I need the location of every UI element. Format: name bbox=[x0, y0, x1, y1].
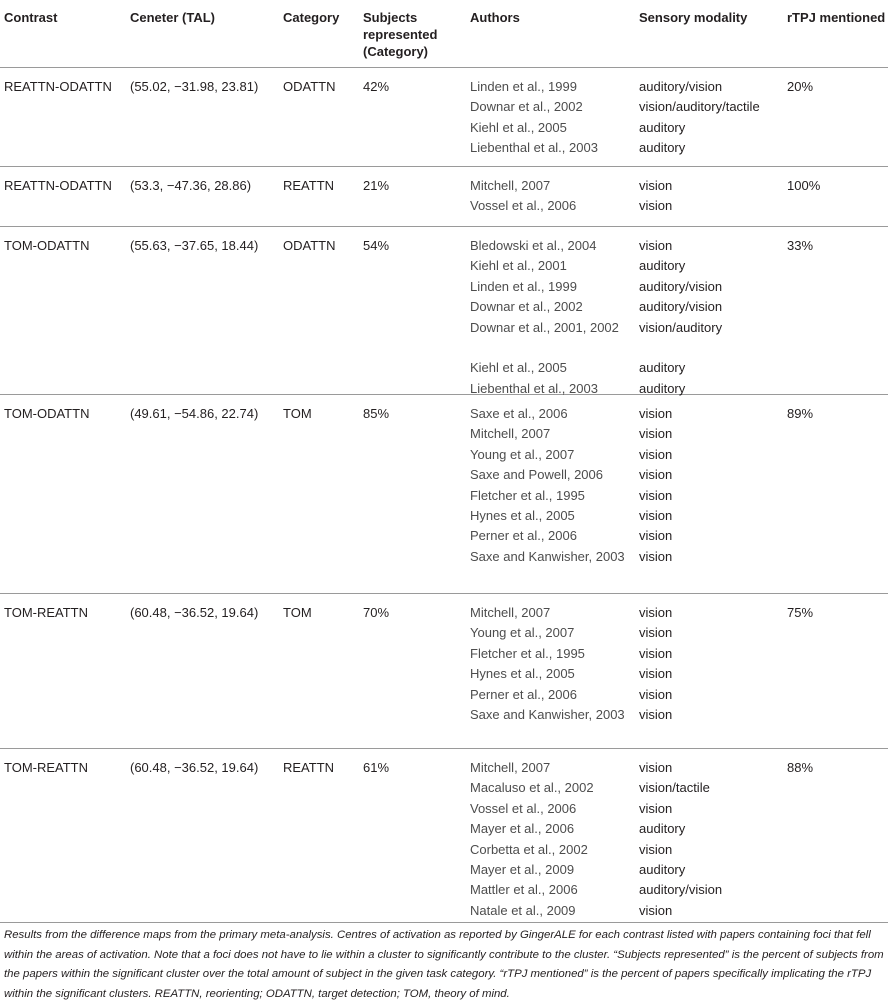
modality-entry: vision bbox=[639, 426, 673, 442]
author-entry: Kiehl et al., 2005 bbox=[470, 360, 567, 376]
cell-authors bbox=[470, 758, 630, 921]
author-entry: Liebenthal et al., 2003 bbox=[470, 380, 598, 396]
modality-entry: vision bbox=[639, 686, 673, 702]
modality-entry: auditory/vision bbox=[639, 299, 723, 315]
author-entry: Perner et al., 2006 bbox=[470, 686, 577, 702]
cell-subjects: 42% bbox=[363, 79, 390, 94]
table-caption: Results from the difference maps from the primary meta-analysis. Centres of activation as reported by GingerALE for each contrast listed with papers containing foci that fell within the areas of activation. Note that a foci does not have to lie within a cluster to significantly contribute to the cluster. “Subjects represented” is the percent of subjects from the papers within the significant cluster over the total amount of subject in the given task category. “rTPJ mentioned” is the percent of papers specifically implicating the rTPJ within the significant clusters. REATTN, reorienting; ODATTN, target detection; TOM, theory of mind. bbox=[4, 929, 884, 1000]
header-category: Category bbox=[283, 10, 340, 25]
author-entry: Corbetta et al., 2002 bbox=[470, 841, 588, 857]
cell-rtpj: 100% bbox=[787, 178, 821, 193]
author-entry: Mayer et al., 2009 bbox=[470, 861, 575, 877]
modality-entry: vision bbox=[639, 487, 673, 503]
header-center: Ceneter (TAL) bbox=[130, 10, 215, 25]
cell-contrast: REATTN-ODATTN bbox=[4, 79, 112, 94]
cell-center: (55.02, −31.98, 23.81) bbox=[130, 79, 259, 94]
table-row-group bbox=[0, 748, 888, 923]
header-modality: Sensory modality bbox=[639, 10, 748, 25]
modality-entry: vision bbox=[639, 238, 673, 253]
cell-subjects: 54% bbox=[363, 238, 390, 253]
modality-entry: auditory bbox=[639, 861, 686, 877]
modality-entry: auditory/vision bbox=[639, 882, 723, 898]
author-entry: Bledowski et al., 2004 bbox=[470, 238, 597, 253]
modality-entry: vision bbox=[639, 548, 673, 564]
header-subjects: Subjects represented (Category) bbox=[363, 10, 438, 59]
author-entry: Young et al., 2007 bbox=[470, 446, 575, 462]
cell-center: (49.61, −54.86, 22.74) bbox=[130, 406, 259, 421]
author-entry: Mitchell, 2007 bbox=[470, 760, 551, 775]
author-entry: Vossel et al., 2006 bbox=[470, 800, 577, 816]
modality-entry: auditory bbox=[639, 821, 686, 837]
cell-subjects: 21% bbox=[363, 178, 390, 193]
cell-center: (55.63, −37.65, 18.44) bbox=[130, 238, 259, 253]
table-row-group bbox=[0, 166, 888, 227]
modality-entry: vision bbox=[639, 625, 673, 641]
author-entry: Mitchell, 2007 bbox=[470, 178, 551, 193]
modality-entry: vision bbox=[639, 605, 673, 620]
cell-rtpj: 20% bbox=[787, 79, 814, 94]
author-entry: Fletcher et al., 1995 bbox=[470, 645, 585, 661]
cell-modality bbox=[639, 404, 779, 588]
author-entry: Saxe and Kanwisher, 2003 bbox=[470, 706, 625, 722]
cell-modality bbox=[639, 77, 779, 179]
modality-entry: vision bbox=[639, 841, 673, 857]
author-entry: Downar et al., 2002 bbox=[470, 99, 583, 115]
cell-modality bbox=[639, 603, 779, 746]
modality-entry: auditory bbox=[639, 380, 686, 396]
cell-modality bbox=[639, 758, 779, 921]
modality-entry: vision bbox=[639, 645, 673, 661]
modality-entry: vision bbox=[639, 800, 673, 816]
modality-entry: vision bbox=[639, 198, 673, 214]
cell-authors bbox=[470, 176, 630, 217]
cell-contrast: TOM-REATTN bbox=[4, 760, 89, 775]
modality-entry: vision bbox=[639, 178, 673, 193]
header-authors: Authors bbox=[470, 10, 520, 25]
author-entry: Saxe and Kanwisher, 2003 bbox=[470, 548, 625, 564]
modality-entry: vision bbox=[639, 706, 673, 722]
modality-entry: auditory/vision bbox=[639, 79, 723, 94]
modality-entry: vision bbox=[639, 902, 673, 918]
cell-center: (60.48, −36.52, 19.64) bbox=[130, 605, 259, 620]
cell-rtpj: 75% bbox=[787, 605, 814, 620]
cell-contrast: REATTN-ODATTN bbox=[4, 178, 112, 193]
cell-category: REATTN bbox=[283, 760, 335, 775]
table-header bbox=[0, 0, 888, 68]
cell-rtpj: 89% bbox=[787, 406, 814, 421]
table-row-group bbox=[0, 67, 888, 167]
cell-center: (60.48, −36.52, 19.64) bbox=[130, 760, 259, 775]
header-rtpj: rTPJ mentioned bbox=[787, 10, 886, 25]
cell-category: ODATTN bbox=[283, 238, 336, 253]
author-entry: Natale et al., 2009 bbox=[470, 902, 576, 918]
modality-entry: vision bbox=[639, 507, 673, 523]
header-contrast: Contrast bbox=[4, 10, 58, 25]
cell-contrast: TOM-ODATTN bbox=[4, 238, 90, 253]
modality-entry: vision bbox=[639, 760, 673, 775]
cell-subjects: 85% bbox=[363, 406, 390, 421]
cell-subjects: 61% bbox=[363, 760, 390, 775]
cell-subjects: 70% bbox=[363, 605, 390, 620]
modality-entry: auditory bbox=[639, 258, 686, 274]
author-entry: Downar et al., 2002 bbox=[470, 299, 583, 315]
table-row-group bbox=[0, 394, 888, 594]
modality-entry: auditory bbox=[639, 360, 686, 376]
modality-entry: auditory bbox=[639, 140, 686, 156]
modality-entry: auditory bbox=[639, 119, 686, 135]
author-entry: Perner et al., 2006 bbox=[470, 528, 577, 544]
author-entry: Saxe and Powell, 2006 bbox=[470, 467, 603, 483]
cell-contrast: TOM-ODATTN bbox=[4, 406, 90, 421]
modality-entry: auditory/vision bbox=[639, 278, 723, 294]
modality-entry: vision/tactile bbox=[639, 780, 710, 796]
cell-category: REATTN bbox=[283, 178, 335, 193]
author-entry: Hynes et al., 2005 bbox=[470, 666, 575, 682]
cell-rtpj: 33% bbox=[787, 238, 814, 253]
author-entry: Linden et al., 1999 bbox=[470, 278, 577, 294]
author-entry: Hynes et al., 2005 bbox=[470, 507, 575, 523]
author-entry: Young et al., 2007 bbox=[470, 625, 575, 641]
author-entry: Macaluso et al., 2002 bbox=[470, 780, 594, 796]
modality-entry: vision bbox=[639, 528, 673, 544]
author-entry: Mattler et al., 2006 bbox=[470, 882, 578, 898]
author-entry: Kiehl et al., 2005 bbox=[470, 119, 567, 135]
modality-entry: vision/auditory/tactile bbox=[639, 99, 760, 115]
cell-authors bbox=[470, 236, 630, 420]
cell-rtpj: 88% bbox=[787, 760, 814, 775]
cell-modality bbox=[639, 236, 779, 420]
author-entry: Saxe et al., 2006 bbox=[470, 406, 568, 421]
modality-entry: vision bbox=[639, 406, 673, 421]
modality-entry: vision bbox=[639, 666, 673, 682]
table-row-group bbox=[0, 593, 888, 749]
modality-entry: vision bbox=[639, 467, 673, 483]
cell-center: (53.3, −47.36, 28.86) bbox=[130, 178, 252, 193]
cell-authors bbox=[470, 77, 630, 179]
author-entry: Kiehl et al., 2001 bbox=[470, 258, 567, 274]
author-entry: Mitchell, 2007 bbox=[470, 426, 551, 442]
author-entry: Mitchell, 2007 bbox=[470, 605, 551, 620]
cell-modality bbox=[639, 176, 779, 217]
cell-authors bbox=[470, 404, 630, 588]
modality-entry: vision/auditory bbox=[639, 319, 723, 335]
cell-category: TOM bbox=[283, 605, 312, 620]
cell-category: ODATTN bbox=[283, 79, 336, 94]
author-entry: Fletcher et al., 1995 bbox=[470, 487, 585, 503]
author-entry: Mayer et al., 2006 bbox=[470, 821, 575, 837]
cell-contrast: TOM-REATTN bbox=[4, 605, 89, 620]
table-row-group bbox=[0, 226, 888, 395]
cell-authors bbox=[470, 603, 630, 746]
author-entry: Liebenthal et al., 2003 bbox=[470, 140, 598, 156]
modality-entry: vision bbox=[639, 446, 673, 462]
author-entry: Linden et al., 1999 bbox=[470, 79, 577, 94]
cell-category: TOM bbox=[283, 406, 312, 421]
author-entry: Vossel et al., 2006 bbox=[470, 198, 577, 214]
author-entry: Downar et al., 2001, 2002 bbox=[470, 319, 619, 335]
